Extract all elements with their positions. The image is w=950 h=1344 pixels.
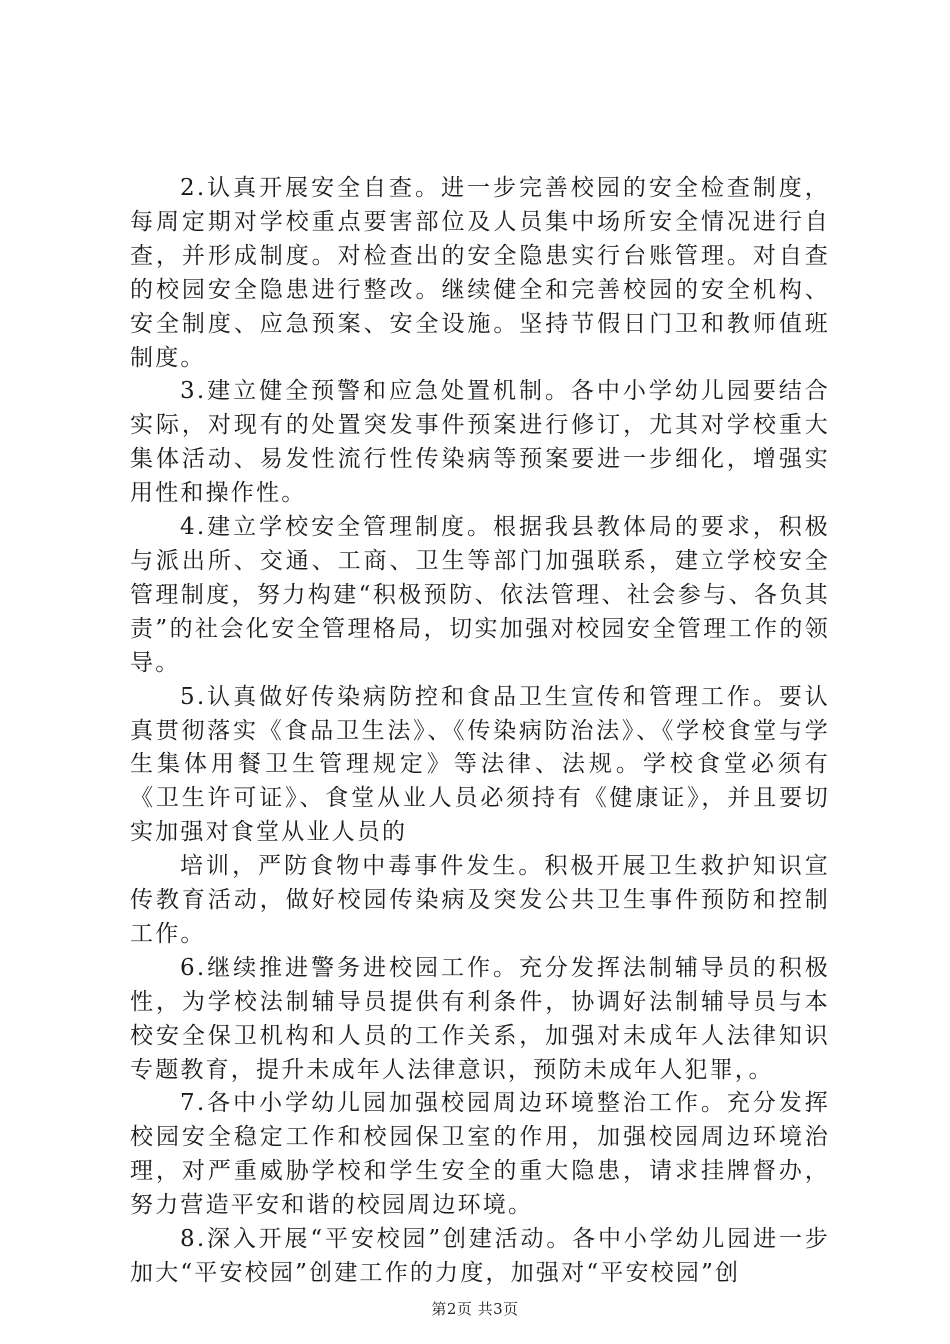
paragraph-item-4: 4.建立学校安全管理制度。根据我县教体局的要求，积极与派出所、交通、工商、卫生等部门加强联系，建立学校安全管理制度，努力构建“积极预防、依法管理、社会参与、各负其责”的社会化安全管理格局，切实加强对校园安全管理工作的领导。 (130, 514, 830, 676)
paragraph-item-3: 3.建立健全预警和应急处置机制。各中小学幼儿园要结合实际，对现有的处置突发事件预案进行修订，尤其对学校重大集体活动、易发性流行性传染病等预案要进一步细化，增强实用性和操作性。 (130, 378, 830, 507)
paragraph-item-5-continued: 培训，严防食物中毒事件发生。积极开展卫生救护知识宣传教育活动，做好校园传染病及突发公共卫生事件预防和控制工作。 (130, 853, 830, 947)
paragraph-item-6: 6.继续推进警务进校园工作。充分发挥法制辅导员的积极性，为学校法制辅导员提供有利条件，协调好法制辅导员与本校安全保卫机构和人员的工作关系，加强对未成年人法律知识专题教育，提升未成年人法律意识，预防未成年人犯罪，。 (130, 954, 830, 1083)
page-number-footer: 第2页 共3页 (431, 1300, 519, 1318)
paragraph-item-2: 2.认真开展安全自查。进一步完善校园的安全检查制度，每周定期对学校重点要害部位及人员集中场所安全情况进行自查，并形成制度。对检查出的安全隐患实行台账管理。对自查的校园安全隐患进行整改。继续健全和完善校园的安全机构、安全制度、应急预案、安全设施。坚持节假日门卫和教师值班制度。 (130, 175, 830, 371)
paragraph-item-7: 7.各中小学幼儿园加强校园周边环境整治工作。充分发挥校园安全稳定工作和校园保卫室的作用，加强校园周边环境治理，对严重威胁学校和学生安全的重大隐患，请求挂牌督办，努力营造平安和谐的校园周边环境。 (130, 1090, 830, 1219)
paragraph-item-5: 5.认真做好传染病防控和食品卫生宣传和管理工作。要认真贯彻落实《食品卫生法》、《传染病防治法》、《学校食堂与学生集体用餐卫生管理规定》等法律、法规。学校食堂必须有《卫生许可证》、食堂从业人员必须持有《健康证》，并且要切实加强对食堂从业人员的 (130, 683, 830, 846)
paragraph-item-8: 8.深入开展“平安校园”创建活动。各中小学幼儿园进一步加大“平安校园”创建工作的力度，加强对“平安校园”创 (130, 1226, 830, 1286)
document-body (130, 172, 830, 1291)
